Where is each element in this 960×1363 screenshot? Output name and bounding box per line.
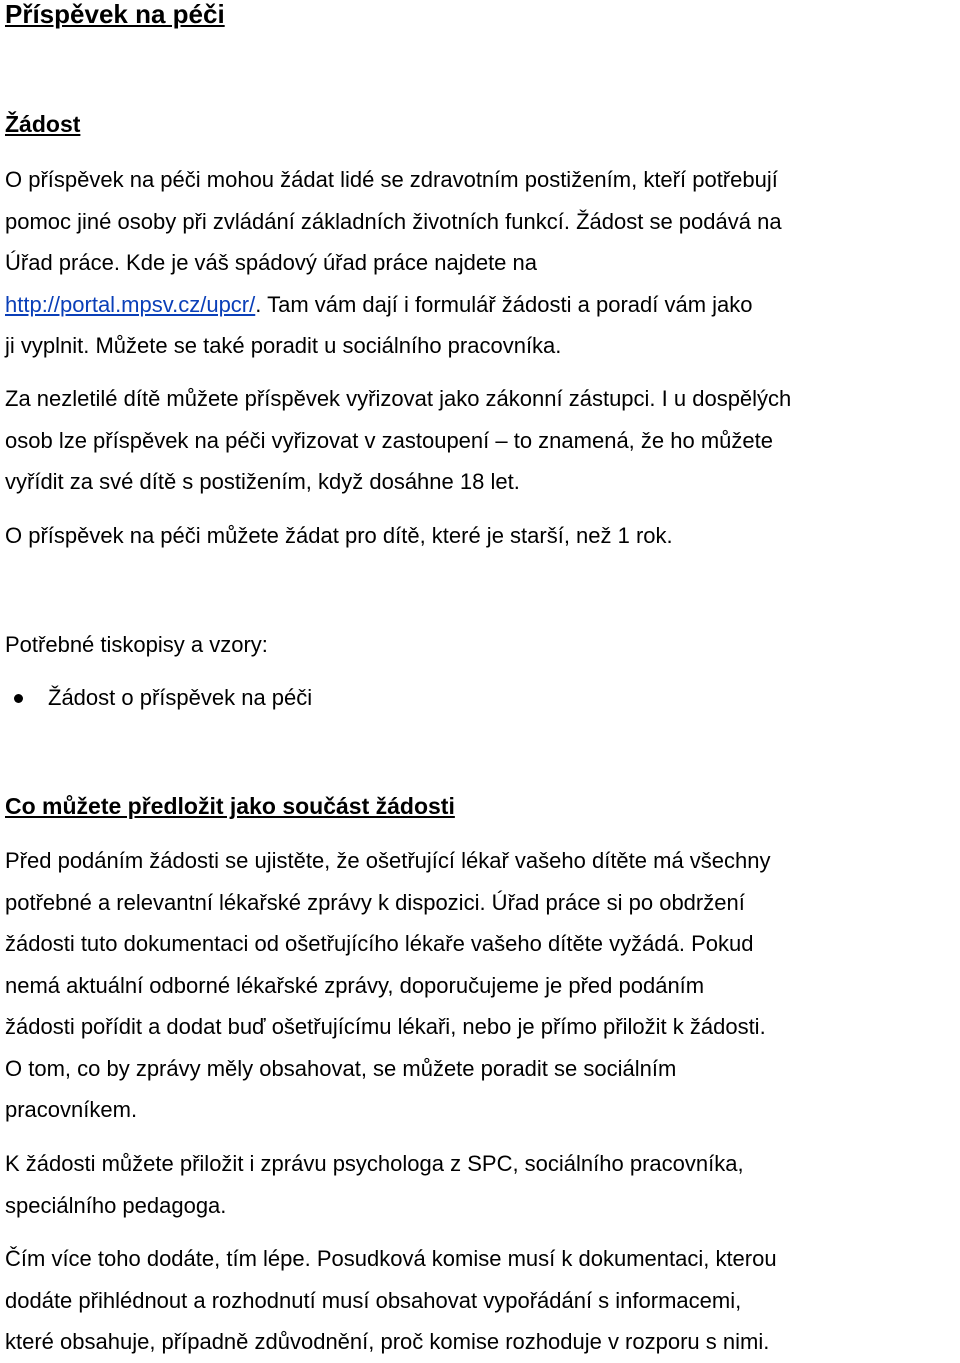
section-heading-attachments: Co můžete předložit jako součást žádosti xyxy=(5,793,455,819)
text-line: potřebné a relevantní lékařské zprávy k dispozici. Úřad práce si po obdržení xyxy=(5,889,745,915)
text-line: dodáte přihlédnout a rozhodnutí musí obsahovat vypořádání s informacemi, xyxy=(5,1287,742,1313)
form-item-zadost: Žádost o příspěvek na péči xyxy=(48,685,313,710)
guardians-paragraph xyxy=(5,378,957,503)
text-line: Před podáním žádosti se ujistěte, že ošetřující lékař vašeho dítěte má všechny xyxy=(5,848,771,873)
intro-paragraph xyxy=(5,159,957,367)
text-line: Čím více toho dodáte, tím lépe. Posudková komise musí k dokumentaci, kterou xyxy=(5,1246,777,1271)
text-line: Úřad práce. Kde je váš spádový úřad práce najdete na xyxy=(5,250,537,275)
text-line: žádosti tuto dokumentaci od ošetřujícího lékaře vašeho dítěte vyžádá. Pokud xyxy=(5,931,754,956)
bullet-icon xyxy=(14,694,23,703)
text-line: Za nezletilé dítě můžete příspěvek vyřizovat jako zákonní zástupci. I u dospělých xyxy=(5,386,792,411)
text-line: K žádosti můžete přiložit i zprávu psychologa z SPC, sociálního pracovníka, xyxy=(5,1151,744,1176)
forms-label-text: Potřebné tiskopisy a vzory: xyxy=(5,632,268,657)
forms-label xyxy=(5,624,957,666)
age-paragraph xyxy=(5,515,957,557)
text-line: speciálního pedagoga. xyxy=(5,1192,227,1218)
text-line: vyřídit za své dítě s postižením, když dosáhne 18 let. xyxy=(5,469,520,494)
text-fragment: . Tam vám dají i formulář žádosti a poradí vám jako xyxy=(255,291,753,317)
text-line: nemá aktuální odborné lékařské zprávy, doporučujeme je před podáním xyxy=(5,972,705,998)
text-line: ji vyplnit. Můžete se také poradit u sociálního pracovníka. xyxy=(5,333,562,358)
text-line: O příspěvek na péči můžete žádat pro dítě, které je starší, než 1 rok. xyxy=(5,523,673,548)
text-line: osob lze příspěvek na péči vyřizovat v zastoupení – to znamená, že ho můžete xyxy=(5,427,773,453)
psychologist-paragraph xyxy=(5,1143,957,1226)
text-line-with-link xyxy=(5,284,957,326)
text-line: O příspěvek na péči mohou žádat lidé se zdravotním postižením, kteří potřebují xyxy=(5,167,778,192)
portal-link[interactable]: http://portal.mpsv.cz/upcr/ xyxy=(5,291,256,317)
section-heading-zadost: Žádost xyxy=(5,111,81,137)
attachments-paragraph xyxy=(5,840,957,1131)
text-line: O tom, co by zprávy měly obsahovat, se můžete poradit se sociálním xyxy=(5,1055,677,1081)
text-line: které obsahuje, případně zdůvodnění, proč komise rozhoduje v rozporu s nimi. xyxy=(5,1329,770,1354)
list-item xyxy=(5,680,312,716)
text-line: pomoc jiné osoby při zvládání základních životních funkcí. Žádost se podává na xyxy=(5,208,782,234)
text-line: pracovníkem. xyxy=(5,1097,138,1122)
page-title: Příspěvek na péči xyxy=(5,0,225,29)
text-line: žádosti pořídit a dodat buď ošetřujícímu lékaři, nebo je přímo přiložit k žádosti. xyxy=(5,1014,766,1039)
commission-paragraph xyxy=(5,1238,957,1363)
